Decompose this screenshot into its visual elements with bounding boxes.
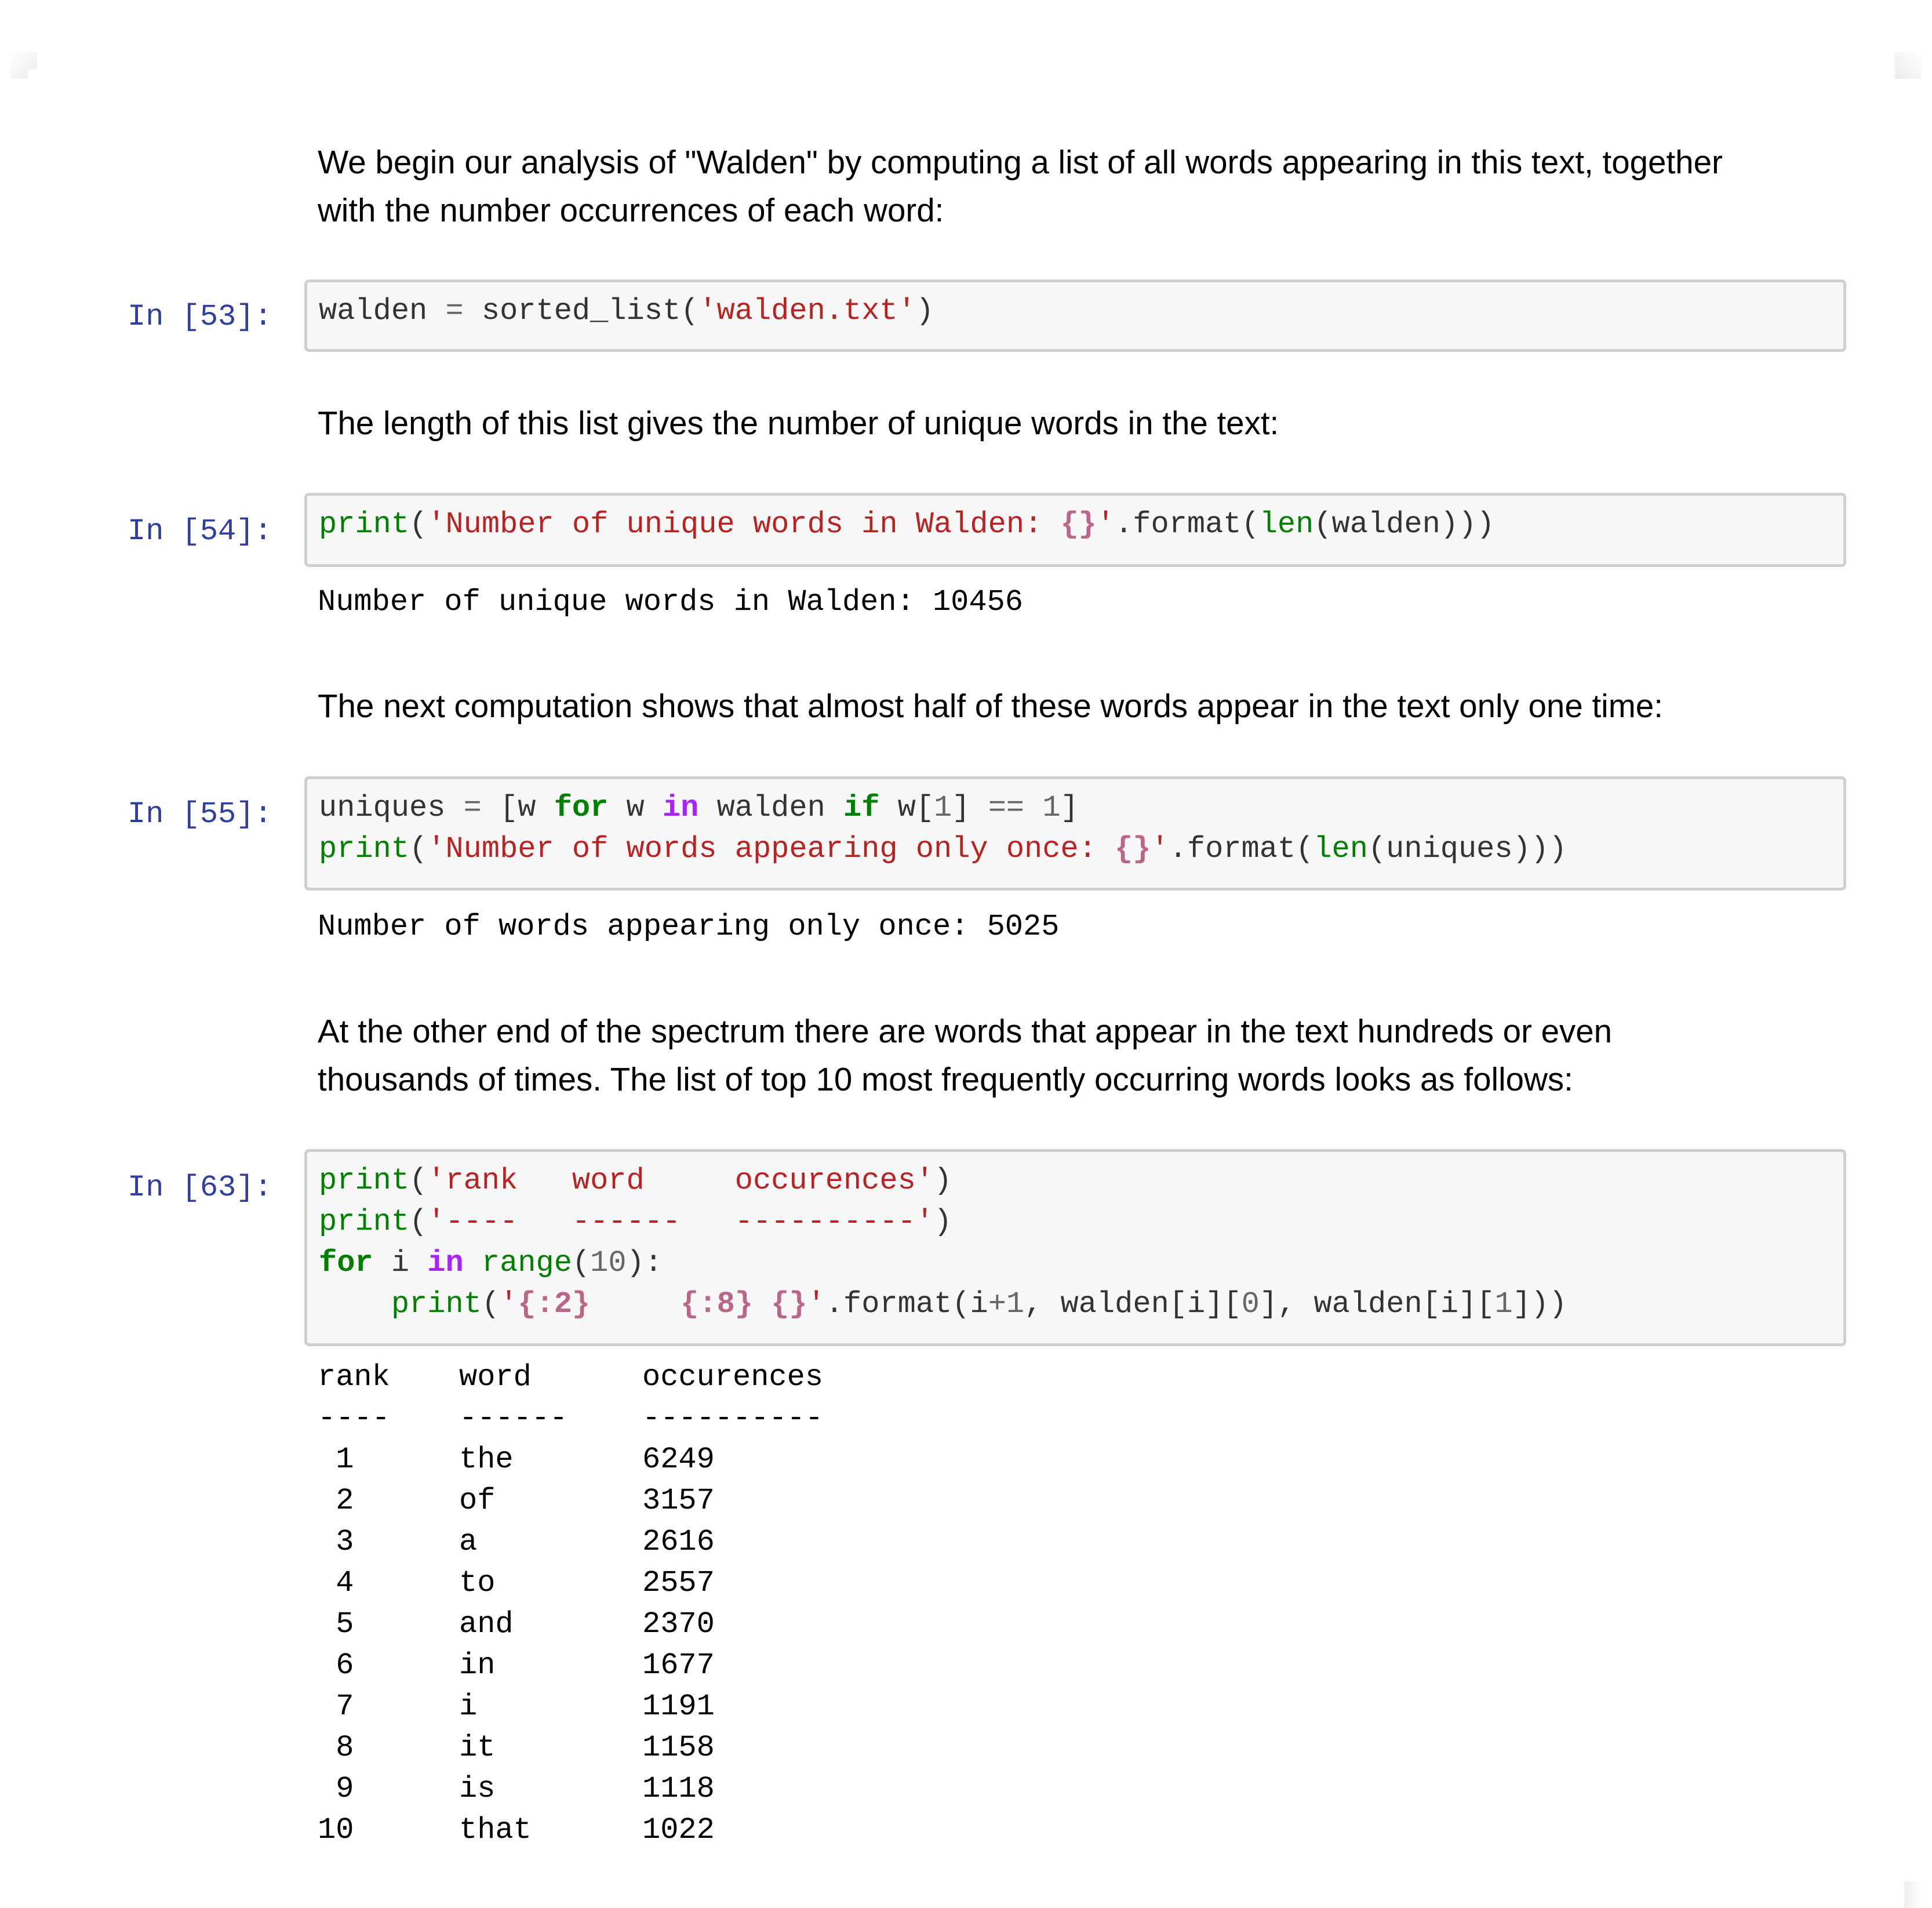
input-prompt: In [54]: — [128, 514, 272, 548]
code-line[interactable]: walden = sorted_list('walden.txt') — [319, 294, 934, 328]
table-row: 7 i 1191 — [318, 1689, 715, 1724]
code-line[interactable]: print('Number of unique words in Walden: {}'.format(len(walden))) — [319, 507, 1495, 541]
table-row: 6 in 1677 — [318, 1648, 715, 1682]
code-cell[interactable] — [304, 1149, 1846, 1346]
markdown-line: The length of this list gives the number of unique words in the text: — [318, 405, 1279, 441]
cell-output: Number of words appearing only once: 5025 — [318, 910, 1060, 944]
code-cell[interactable] — [304, 493, 1846, 567]
code-line[interactable]: print('Number of words appearing only once: {}'.format(len(uniques))) — [319, 832, 1567, 866]
markdown-cell — [318, 682, 1848, 730]
table-header-row: rank word occurences — [318, 1360, 824, 1394]
cell-output: Number of unique words in Walden: 10456 — [318, 585, 1023, 619]
markdown-cell — [318, 399, 1848, 447]
table-row: 2 of 3157 — [318, 1484, 715, 1518]
code-line[interactable]: for i in range(10): — [319, 1246, 663, 1280]
table-row: 10 that 1022 — [318, 1813, 715, 1847]
code-line[interactable]: print('{:2} {:8} {}'.format(i+1, walden[i][0], walden[i][1])) — [391, 1287, 1567, 1321]
markdown-line: At the other end of the spectrum there are words that appear in the text hundreds or even — [318, 1013, 1613, 1049]
table-row: 8 it 1158 — [318, 1731, 715, 1765]
code-line[interactable]: print('---- ------ ----------') — [319, 1205, 952, 1239]
table-separator-row: ---- ------ ---------- — [318, 1401, 824, 1435]
input-prompt: In [63]: — [128, 1171, 272, 1205]
input-prompt: In [55]: — [128, 797, 272, 831]
markdown-line: We begin our analysis of "Walden" by computing a list of all words appearing in this text, together — [318, 144, 1723, 180]
markdown-cell — [318, 138, 1848, 234]
table-row: 4 to 2557 — [318, 1566, 715, 1600]
markdown-cell — [318, 1007, 1848, 1103]
table-row: 5 and 2370 — [318, 1607, 715, 1641]
page-shadow-corner — [1895, 52, 1922, 79]
markdown-line: with the number occurrences of each word: — [318, 192, 944, 228]
markdown-line: The next computation shows that almost half of these words appear in the text only one time: — [318, 688, 1663, 724]
table-row: 1 the 6249 — [318, 1442, 715, 1477]
code-cell[interactable] — [304, 279, 1846, 352]
input-prompt: In [53]: — [128, 300, 272, 334]
code-cell[interactable] — [304, 776, 1846, 891]
code-line[interactable]: print('rank word occurences') — [319, 1164, 952, 1198]
markdown-line: thousands of times. The list of top 10 most frequently occurring words looks as follows: — [318, 1061, 1573, 1097]
output-table — [318, 1357, 823, 1851]
page-shadow-corner — [1904, 1881, 1922, 1908]
table-row: 9 is 1118 — [318, 1772, 715, 1806]
code-line[interactable]: uniques = [w for w in walden if w[1] == 1] — [319, 791, 1079, 825]
page-shadow-corner — [10, 52, 37, 79]
table-row: 3 a 2616 — [318, 1525, 715, 1559]
